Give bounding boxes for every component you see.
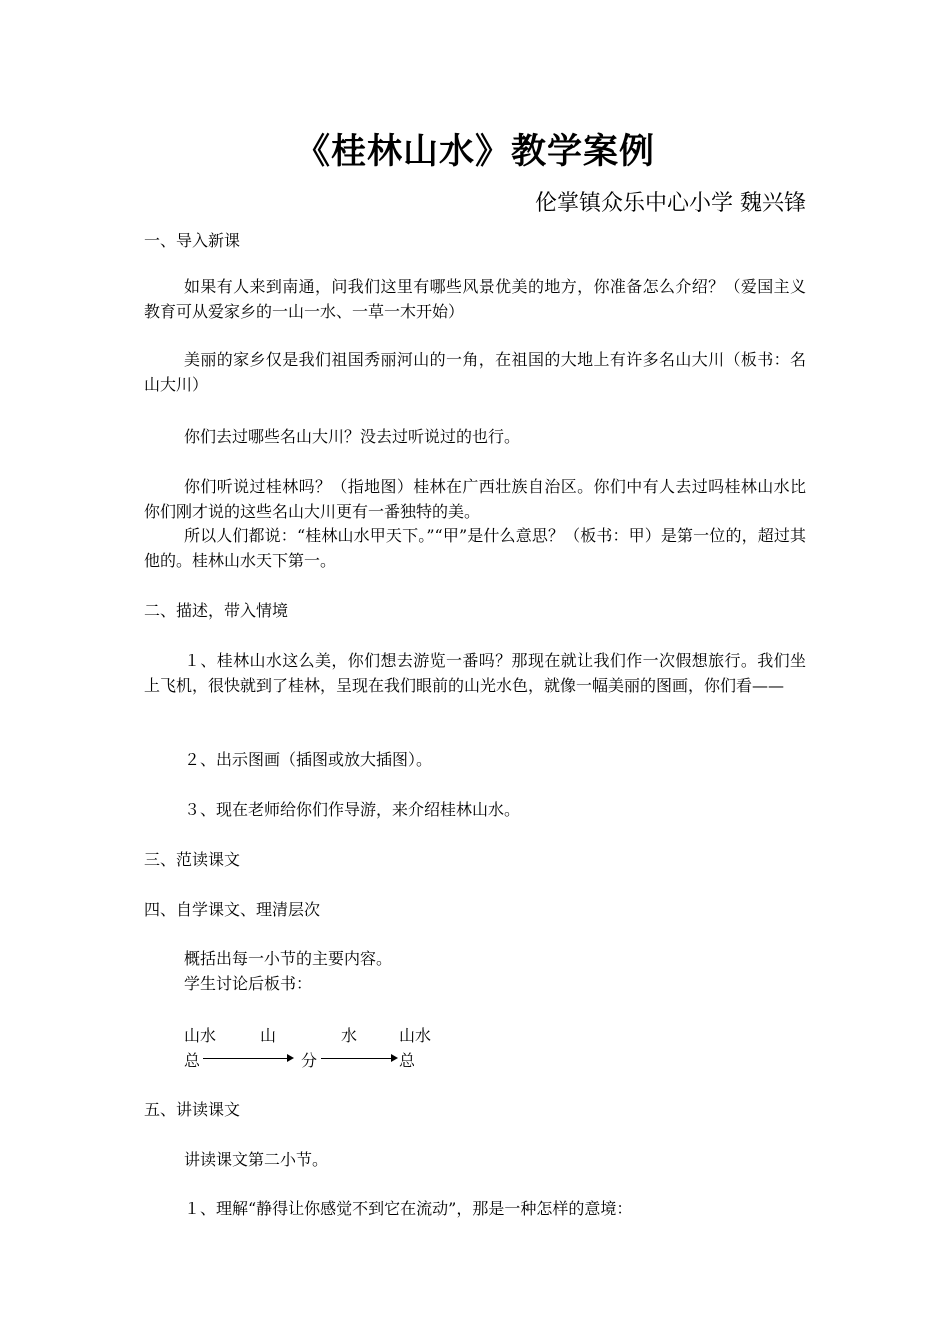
section1-paragraph-2: 美丽的家乡仅是我们祖国秀丽河山的一角，在祖国的大地上有许多名山大川（板书：名山大川）: [144, 350, 806, 394]
section-heading-2: 二、描述，带入情境: [144, 601, 289, 620]
section4-paragraph-1: 概括出每一小节的主要内容。: [184, 949, 393, 968]
diagram-label-bottom-1: 总: [184, 1051, 201, 1070]
author-line: 伦掌镇众乐中心小学 魏兴锋: [535, 191, 806, 216]
section2-paragraph-1: １、桂林山水这么美，你们想去游览一番吗？那现在就让我们作一次假想旅行。我们坐上飞机，很快就到了桂林，呈现在我们眼前的山光水色，就像一幅美丽的图画，你们看——: [144, 651, 806, 695]
section1-paragraph-5: 所以人们都说：“桂林山水甲天下。”“甲”是什么意思？（板书：甲）是第一位的，超过其他的。桂林山水天下第一。: [144, 526, 806, 570]
diagram-label-top-3: 水: [341, 1026, 358, 1045]
section-heading-5: 五、讲读课文: [144, 1100, 241, 1119]
section5-paragraph-2: １、理解“静得让你感觉不到它在流动”，那是一种怎样的意境：: [184, 1199, 633, 1218]
section2-paragraph-2: ２、出示图画（插图或放大插图）。: [184, 750, 433, 769]
section-heading-1: 一、导入新课: [144, 231, 241, 250]
section1-paragraph-3: 你们去过哪些名山大川？没去过听说过的也行。: [184, 427, 521, 446]
section5-paragraph-1: 讲读课文第二小节。: [184, 1150, 329, 1169]
section-heading-3: 三、范读课文: [144, 850, 241, 869]
section1-paragraph-4: 你们听说过桂林吗？（指地图）桂林在广西壮族自治区。你们中有人去过吗桂林山水比你们刚才说的这些名山大川更有一番独特的美。: [144, 477, 806, 521]
diagram-label-bottom-3: 总: [399, 1051, 416, 1070]
diagram-label-top-1: 山水: [184, 1026, 217, 1045]
section-heading-4: 四、自学课文、理清层次: [144, 900, 321, 919]
diagram-arrow-line-2: [321, 1058, 393, 1059]
diagram-arrowhead-2: [391, 1054, 398, 1062]
section2-paragraph-3: ３、现在老师给你们作导游，来介绍桂林山水。: [184, 800, 521, 819]
section1-paragraph-1: 如果有人来到南通，问我们这里有哪些风景优美的地方，你准备怎么介绍？（爱国主义教育可从爱家乡的一山一水、一草一木开始）: [144, 277, 806, 321]
diagram-arrow-line-1: [203, 1058, 289, 1059]
diagram-label-top-2: 山: [260, 1026, 277, 1045]
structure-diagram: [184, 1023, 444, 1073]
diagram-label-bottom-2: 分: [301, 1051, 318, 1070]
diagram-arrowhead-1: [287, 1054, 294, 1062]
diagram-label-top-4: 山水: [399, 1026, 432, 1045]
document-title: 《桂林山水》教学案例: [294, 131, 655, 172]
section4-paragraph-2: 学生讨论后板书：: [184, 974, 313, 993]
